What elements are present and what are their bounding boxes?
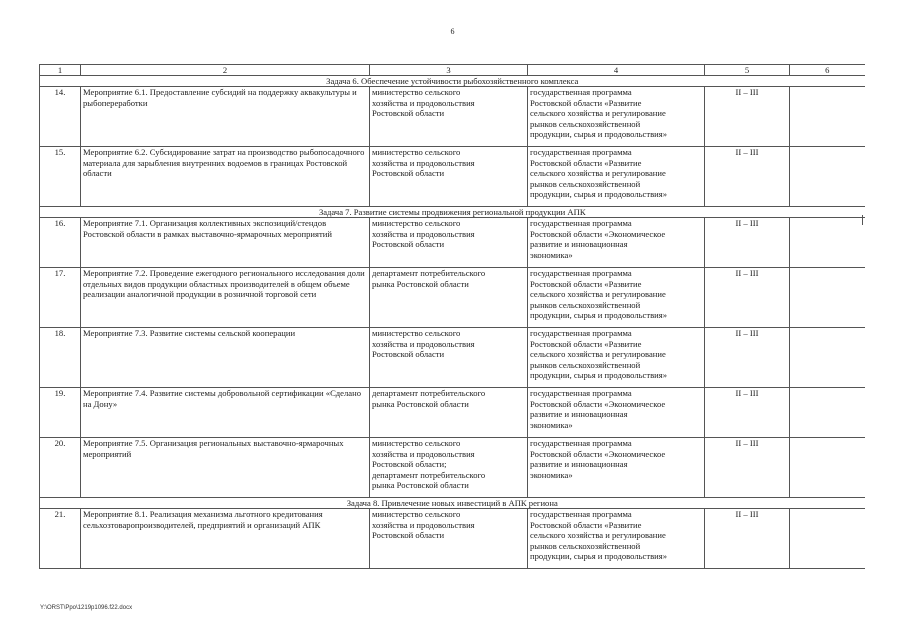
period-cell: II – III bbox=[705, 268, 790, 328]
row-number: 19. bbox=[40, 388, 81, 438]
event-cell: Мероприятие 7.3. Развитие системы сельской кооперации bbox=[81, 328, 370, 388]
col6-cell bbox=[790, 509, 865, 569]
header-cell: 1 bbox=[40, 65, 81, 76]
program-cell: государственная программа Ростовской области «Экономическое развитие и инновационная экономика» bbox=[528, 218, 705, 268]
program-cell: государственная программа Ростовской области «Экономическое развитие и инновационная экономика» bbox=[528, 388, 705, 438]
event-cell: Мероприятие 6.2. Субсидирование затрат на производство рыбопосадочного материала для зарыбления внутренних водоемов в границах Ростовской области bbox=[81, 147, 370, 207]
measures-table bbox=[39, 64, 865, 569]
program-cell: государственная программа Ростовской области «Развитие сельского хозяйства и регулирование рынков сельскохозяйственной продукции, сырья и продовольствия» bbox=[528, 268, 705, 328]
header-cell: 5 bbox=[705, 65, 790, 76]
program-cell: государственная программа Ростовской области «Развитие сельского хозяйства и регулирование рынков сельскохозяйственной продукции, сырья и продовольствия» bbox=[528, 328, 705, 388]
event-cell: Мероприятие 6.1. Предоставление субсидий на поддержку аквакультуры и рыбопереработки bbox=[81, 87, 370, 147]
table-row bbox=[40, 328, 865, 388]
table-row bbox=[40, 438, 865, 498]
event-cell: Мероприятие 7.1. Организация коллективных экспозиций/стендов Ростовской области в рамках выставочно-ярмарочных мероприятий bbox=[81, 218, 370, 268]
page-edge-mark bbox=[862, 215, 865, 225]
executor-cell: министерство сельского хозяйства и продовольствия Ростовской области bbox=[370, 147, 528, 207]
row-number: 17. bbox=[40, 268, 81, 328]
executor-cell: министерство сельского хозяйства и продовольствия Ростовской области bbox=[370, 87, 528, 147]
header-cell: 6 bbox=[790, 65, 865, 76]
col6-cell bbox=[790, 388, 865, 438]
period-cell: II – III bbox=[705, 438, 790, 498]
header-cell: 3 bbox=[370, 65, 528, 76]
file-path-footer: Y:\ORST\Ppo\1219p1096.f22.docx bbox=[40, 605, 133, 611]
col6-cell bbox=[790, 218, 865, 268]
table-row bbox=[40, 218, 865, 268]
row-number: 20. bbox=[40, 438, 81, 498]
header-cell: 4 bbox=[528, 65, 705, 76]
row-number: 18. bbox=[40, 328, 81, 388]
period-cell: II – III bbox=[705, 218, 790, 268]
task-heading: Задача 7. Развитие системы продвижения региональной продукции АПК bbox=[40, 207, 865, 218]
period-cell: II – III bbox=[705, 388, 790, 438]
task-heading: Задача 6. Обеспечение устойчивости рыбохозяйственного комплекса bbox=[40, 76, 865, 87]
task-heading-row bbox=[40, 207, 865, 218]
period-cell: II – III bbox=[705, 147, 790, 207]
task-heading-row bbox=[40, 498, 865, 509]
task-heading-row bbox=[40, 76, 865, 87]
executor-cell: департамент потребительского рынка Ростовской области bbox=[370, 268, 528, 328]
row-number: 16. bbox=[40, 218, 81, 268]
row-number: 21. bbox=[40, 509, 81, 569]
table-row bbox=[40, 388, 865, 438]
executor-cell: департамент потребительского рынка Ростовской области bbox=[370, 388, 528, 438]
event-cell: Мероприятие 7.4. Развитие системы добровольной сертификации «Сделано на Дону» bbox=[81, 388, 370, 438]
executor-cell: министерство сельского хозяйства и продовольствия Ростовской области bbox=[370, 218, 528, 268]
task-heading: Задача 8. Привлечение новых инвестиций в АПК региона bbox=[40, 498, 865, 509]
col6-cell bbox=[790, 87, 865, 147]
event-cell: Мероприятие 8.1. Реализация механизма льготного кредитования сельхозтоваропроизводителей, предприятий и организаций АПК bbox=[81, 509, 370, 569]
event-cell: Мероприятие 7.5. Организация региональных выставочно-ярмарочных мероприятий bbox=[81, 438, 370, 498]
table-row bbox=[40, 268, 865, 328]
page-number: 6 bbox=[450, 27, 455, 36]
col6-cell bbox=[790, 438, 865, 498]
executor-cell: министерство сельского хозяйства и продовольствия Ростовской области bbox=[370, 509, 528, 569]
row-number: 14. bbox=[40, 87, 81, 147]
table-row bbox=[40, 509, 865, 569]
program-cell: государственная программа Ростовской области «Экономическое развитие и инновационная экономика» bbox=[528, 438, 705, 498]
col6-cell bbox=[790, 328, 865, 388]
header-cell: 2 bbox=[81, 65, 370, 76]
period-cell: II – III bbox=[705, 87, 790, 147]
table-header-row bbox=[40, 65, 865, 76]
program-cell: государственная программа Ростовской области «Развитие сельского хозяйства и регулирование рынков сельскохозяйственной продукции, сырья и продовольствия» bbox=[528, 509, 705, 569]
program-cell: государственная программа Ростовской области «Развитие сельского хозяйства и регулирование рынков сельскохозяйственной продукции, сырья и продовольствия» bbox=[528, 87, 705, 147]
period-cell: II – III bbox=[705, 509, 790, 569]
program-cell: государственная программа Ростовской области «Развитие сельского хозяйства и регулирование рынков сельскохозяйственной продукции, сырья и продовольствия» bbox=[528, 147, 705, 207]
period-cell: II – III bbox=[705, 328, 790, 388]
row-number: 15. bbox=[40, 147, 81, 207]
executor-cell: министерство сельского хозяйства и продовольствия Ростовской области; департамент потребительского рынка Ростовской области bbox=[370, 438, 528, 498]
col6-cell bbox=[790, 268, 865, 328]
table-row bbox=[40, 147, 865, 207]
executor-cell: министерство сельского хозяйства и продовольствия Ростовской области bbox=[370, 328, 528, 388]
event-cell: Мероприятие 7.2. Проведение ежегодного регионального исследования доли отдельных видов продукции областных производителей в общем объеме реализации аналогичной продукции в розничной торговой сети bbox=[81, 268, 370, 328]
table-row bbox=[40, 87, 865, 147]
col6-cell bbox=[790, 147, 865, 207]
